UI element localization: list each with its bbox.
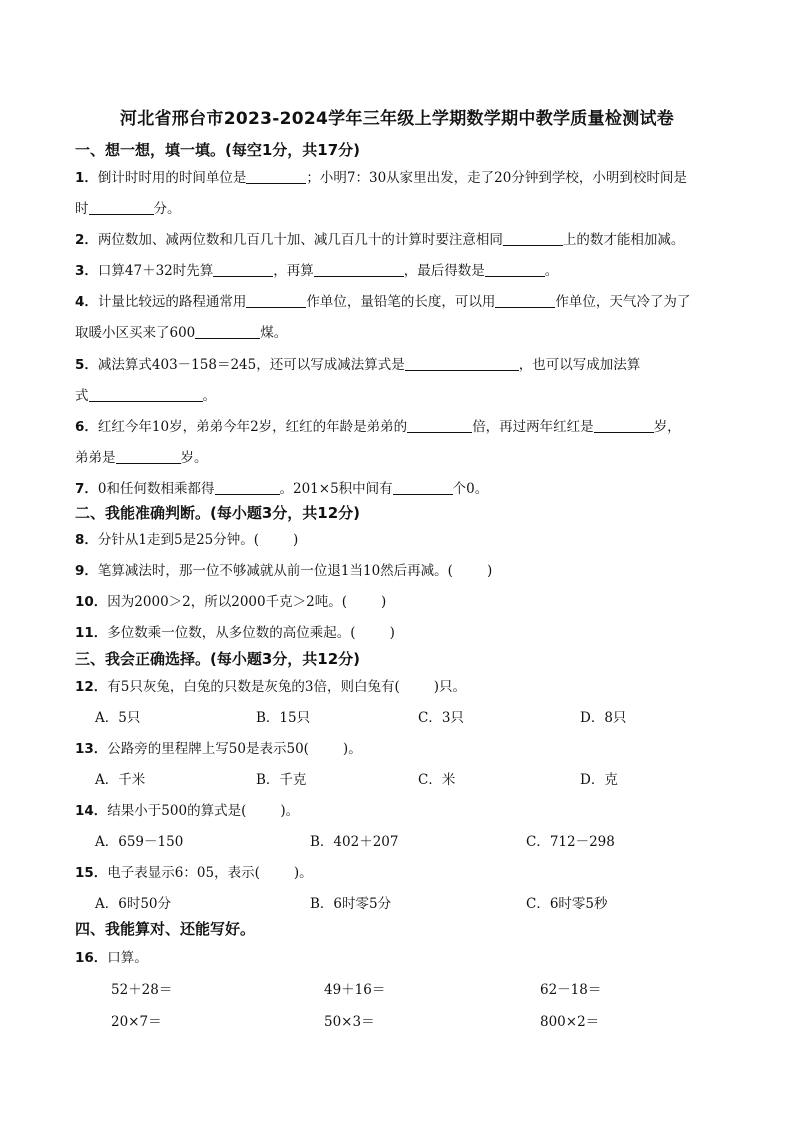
question-number: 3． [75, 263, 98, 279]
question-number: 4． [75, 294, 98, 310]
option-b[interactable]: B．402＋207 [310, 834, 399, 850]
question-13 [75, 737, 362, 757]
answer-blank[interactable] [495, 293, 555, 308]
answer-blank[interactable] [215, 480, 280, 495]
question-number: 9． [75, 563, 98, 579]
question-number: 2． [75, 232, 98, 248]
question-3 [75, 259, 558, 279]
answer-blank[interactable] [503, 231, 563, 246]
option-a[interactable]: A．6时50分 [95, 896, 172, 912]
question-text: 口算。 [107, 950, 148, 966]
question-text: 上的数才能相加减。 [562, 232, 685, 248]
question-text: ；小明7：30从家里出发，走了20分钟到学校，小明到校时间是 [306, 170, 687, 186]
answer-blank[interactable] [594, 418, 654, 433]
question-text: 作单位，天气冷了为了 [555, 294, 691, 310]
question-text: )。 [293, 865, 313, 881]
question-14 [75, 799, 299, 819]
section-3-heading: 三、我会正确选择。(每小题3分，共12分) [75, 650, 361, 668]
answer-blank[interactable] [246, 169, 306, 184]
question-4-line-2 [75, 321, 287, 341]
option-c[interactable]: C．3只 [418, 710, 464, 726]
question-number: 11． [75, 625, 108, 641]
question-text: 减法算式403－158＝245，还可以写成减法算式是 [97, 357, 405, 373]
question-text: 作单位，量铅笔的长度，可以用 [306, 294, 496, 310]
question-text: )。 [342, 741, 362, 757]
answer-blank[interactable] [89, 200, 154, 215]
mental-calc-item: 62－18＝ [540, 982, 602, 998]
question-text: 0和任何数相乘都得 [97, 481, 215, 497]
question-text: )只。 [433, 679, 467, 695]
question-number: 6． [75, 419, 98, 435]
mental-calc-item: 52＋28＝ [111, 982, 173, 998]
question-number: 7． [75, 481, 98, 497]
question-text: 笔算减法时，那一位不够减就从前一位退1当10然后再减。( [97, 563, 453, 579]
mental-calc-item: 800×2＝ [540, 1014, 600, 1030]
question-text: 有5只灰兔，白兔的只数是灰兔的3倍，则白兔有( [107, 679, 400, 695]
question-text: 因为2000＞2，所以2000千克＞2吨。( [107, 594, 347, 610]
question-text: ) [486, 563, 493, 579]
question-10 [75, 590, 386, 610]
section-1-heading: 一、想一想，填一填。(每空1分，共17分) [75, 141, 361, 159]
answer-blank[interactable] [246, 293, 306, 308]
option-c[interactable]: C．712－298 [526, 834, 615, 850]
question-text: ，最后得数是 [403, 263, 485, 279]
question-text: 岁。 [180, 450, 208, 466]
question-text: 倍，再过两年红红是 [472, 419, 594, 435]
mental-calc-item: 50×3＝ [324, 1014, 375, 1030]
question-text: ) [293, 532, 299, 548]
option-a[interactable]: A．659－150 [95, 834, 184, 850]
option-a[interactable]: A．千米 [95, 772, 146, 788]
option-b[interactable]: B．15只 [256, 710, 311, 726]
question-text: 。 [544, 263, 559, 279]
answer-blank[interactable] [314, 262, 404, 277]
question-text: 。201×5积中间有 [279, 481, 393, 497]
question-text: 取暖小区买来了600 [75, 325, 196, 341]
question-11 [75, 621, 395, 641]
option-d[interactable]: D．克 [580, 772, 618, 788]
mental-calc-item: 49＋16＝ [324, 982, 386, 998]
question-text: 结果小于500的算式是( [107, 803, 247, 819]
question-text: 电子表显示6：05，表示( [107, 865, 260, 881]
question-1-line-1 [75, 166, 687, 186]
question-number: 12． [75, 679, 108, 695]
answer-blank[interactable] [195, 324, 260, 339]
question-text: 。 [202, 388, 216, 404]
question-2 [75, 228, 684, 248]
question-text: 煤。 [260, 325, 288, 341]
question-8 [75, 528, 298, 548]
question-6-line-2 [75, 446, 208, 466]
option-b[interactable]: B．6时零5分 [310, 896, 392, 912]
answer-blank[interactable] [405, 356, 519, 371]
question-text: ) [380, 594, 387, 610]
section-4-heading: 四、我能算对、还能写好。 [75, 920, 256, 938]
question-text: ，也可以写成加法算 [518, 357, 641, 373]
question-5-line-1 [75, 353, 640, 373]
question-16 [75, 946, 148, 966]
question-6-line-1 [75, 415, 681, 435]
option-c[interactable]: C．米 [418, 772, 456, 788]
question-number: 10． [75, 594, 108, 610]
question-number: 8． [75, 532, 98, 548]
question-text: ) [389, 625, 395, 641]
question-text: 时 [75, 201, 89, 217]
answer-blank[interactable] [393, 480, 453, 495]
question-text: ，再算 [273, 263, 314, 279]
option-c[interactable]: C．6时零5秒 [526, 896, 608, 912]
answer-blank[interactable] [407, 418, 472, 433]
question-number: 15． [75, 865, 108, 881]
question-text: 口算47＋32时先算 [97, 263, 214, 279]
answer-blank[interactable] [89, 387, 203, 402]
question-number: 1． [75, 170, 98, 186]
question-number: 13． [75, 741, 108, 757]
question-text: 分。 [153, 201, 181, 217]
question-text: 两位数加、减两位数和几百几十加、减几百几十的计算时要注意相同 [97, 232, 503, 248]
mental-calc-item: 20×7＝ [111, 1014, 162, 1030]
question-15 [75, 861, 313, 881]
question-4-line-1 [75, 290, 690, 310]
question-12 [75, 675, 466, 695]
question-text: 公路旁的里程牌上写50是表示50( [107, 741, 309, 757]
question-text: 红红今年10岁，弟弟今年2岁，红红的年龄是弟弟的 [97, 419, 408, 435]
option-a[interactable]: A．5只 [95, 710, 141, 726]
question-text: 倒计时时用的时间单位是 [97, 170, 247, 186]
question-text: )。 [280, 803, 300, 819]
question-text: 分针从1走到5是25分钟。( [97, 532, 260, 548]
question-number: 14． [75, 803, 108, 819]
question-7 [75, 477, 488, 497]
question-text: 式 [75, 388, 89, 404]
option-d[interactable]: D．8只 [580, 710, 627, 726]
exam-title: 河北省邢台市2023-2024学年三年级上学期数学期中教学质量检测试卷 [119, 109, 675, 129]
answer-blank[interactable] [213, 262, 273, 277]
question-text: 岁， [653, 419, 681, 435]
question-1-line-2 [75, 197, 181, 217]
question-5-line-2 [75, 384, 216, 404]
question-text: 计量比较远的路程通常用 [97, 294, 247, 310]
option-b[interactable]: B．千克 [256, 772, 307, 788]
answer-blank[interactable] [485, 262, 545, 277]
question-9 [75, 559, 492, 579]
section-2-heading: 二、我能准确判断。(每小题3分，共12分) [75, 504, 361, 522]
question-number: 5． [75, 357, 98, 373]
question-number: 16． [75, 950, 108, 966]
question-text: 多位数乘一位数，从多位数的高位乘起。( [107, 625, 356, 641]
answer-blank[interactable] [116, 449, 181, 464]
question-text: 弟弟是 [75, 450, 116, 466]
question-text: 个0。 [452, 481, 489, 497]
